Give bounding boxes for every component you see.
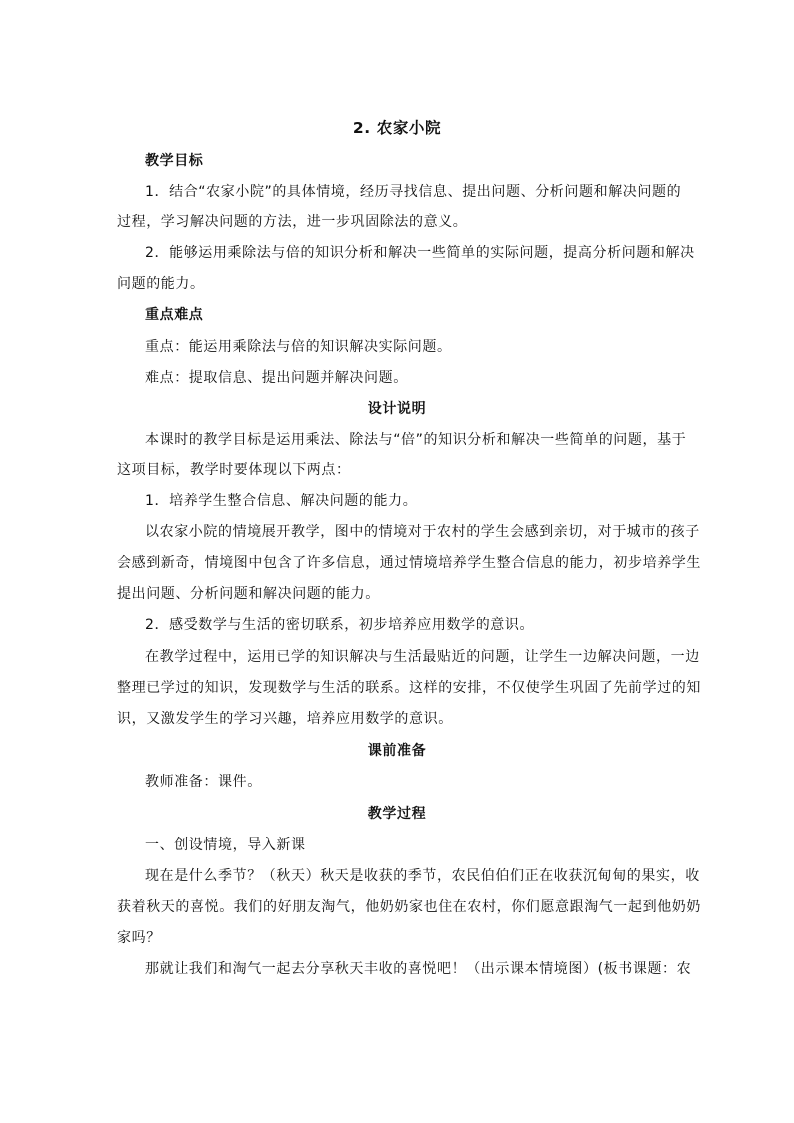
process-paragraph-1-line-1: 现在是什么季节？（秋天）秋天是收获的季节，农民伯伯们正在收获沉甸甸的果实，收 (145, 868, 700, 884)
design-paragraph-1-line-1: 本课时的教学目标是运用乘法、除法与“倍”的知识分析和解决一些简单的问题，基于 (145, 432, 687, 448)
design-paragraph-3-line-1: 在教学过程中，运用已学的知识解决与生活最贴近的问题，让学生一边解决问题，一边 (145, 649, 700, 665)
design-paragraph-2-line-3: 提出问题、分析问题和解决问题的能力。 (117, 586, 380, 602)
heading-process: 教学过程 (367, 806, 427, 822)
heading-objectives: 教学目标 (145, 153, 204, 169)
difficult-point-text: 难点：提取信息、提出问题并解决问题。 (145, 370, 408, 386)
design-paragraph-3-line-2: 整理已学过的知识，发现数学与生活的联系。这样的安排，不仅使学生巩固了先前学过的知 (117, 680, 701, 696)
design-paragraph-2-line-2: 会感到新奇，情境图中包含了许多信息，通过情境培养学生整合信息的能力，初步培养学生 (117, 555, 701, 571)
process-step-1: 一、创设情境，导入新课 (145, 837, 306, 853)
objective-1-line-2: 过程，学习解决问题的方法，进一步巩固除法的意义。 (117, 214, 468, 230)
objective-1-line-1: 1．结合“农家小院”的具体情境，经历寻找信息、提出问题、分析问题和解决问题的 (145, 184, 682, 200)
preparation-text: 教师准备：课件。 (145, 774, 262, 790)
design-item-1: 1．培养学生整合信息、解决问题的能力。 (145, 493, 418, 509)
objective-2-line-2: 问题的能力。 (117, 276, 205, 292)
process-paragraph-1-line-3: 家吗？ (117, 930, 161, 946)
objective-2-line-1: 2．能够运用乘除法与倍的知识分析和解决一些简单的实际问题，提高分析问题和解决 (145, 245, 695, 261)
design-paragraph-3-line-3: 识，又激发学生的学习兴趣，培养应用数学的意识。 (117, 711, 453, 727)
key-point-text: 重点：能运用乘除法与倍的知识解决实际问题。 (145, 339, 452, 355)
process-paragraph-2-line-1: 那就让我们和淘气一起去分享秋天丰收的喜悦吧！（出示课本情境图）(板书课题：农 (145, 961, 692, 977)
page-title: 2. 农家小院 (352, 119, 442, 137)
heading-preparation: 课前准备 (367, 743, 427, 759)
design-item-2: 2．感受数学与生活的密切联系，初步培养应用数学的意识。 (145, 617, 535, 633)
heading-key-points: 重点难点 (145, 307, 204, 323)
design-paragraph-2-line-1: 以农家小院的情境展开教学，图中的情境对于农村的学生会感到亲切，对于城市的孩子 (145, 524, 700, 540)
heading-design: 设计说明 (367, 401, 427, 417)
process-paragraph-1-line-2: 获着秋天的喜悦。我们的好朋友淘气，他奶奶家也住在农村，你们愿意跟淘气一起到他奶奶 (117, 899, 701, 915)
design-paragraph-1-line-2: 这项目标，教学时要体现以下两点： (117, 462, 351, 478)
